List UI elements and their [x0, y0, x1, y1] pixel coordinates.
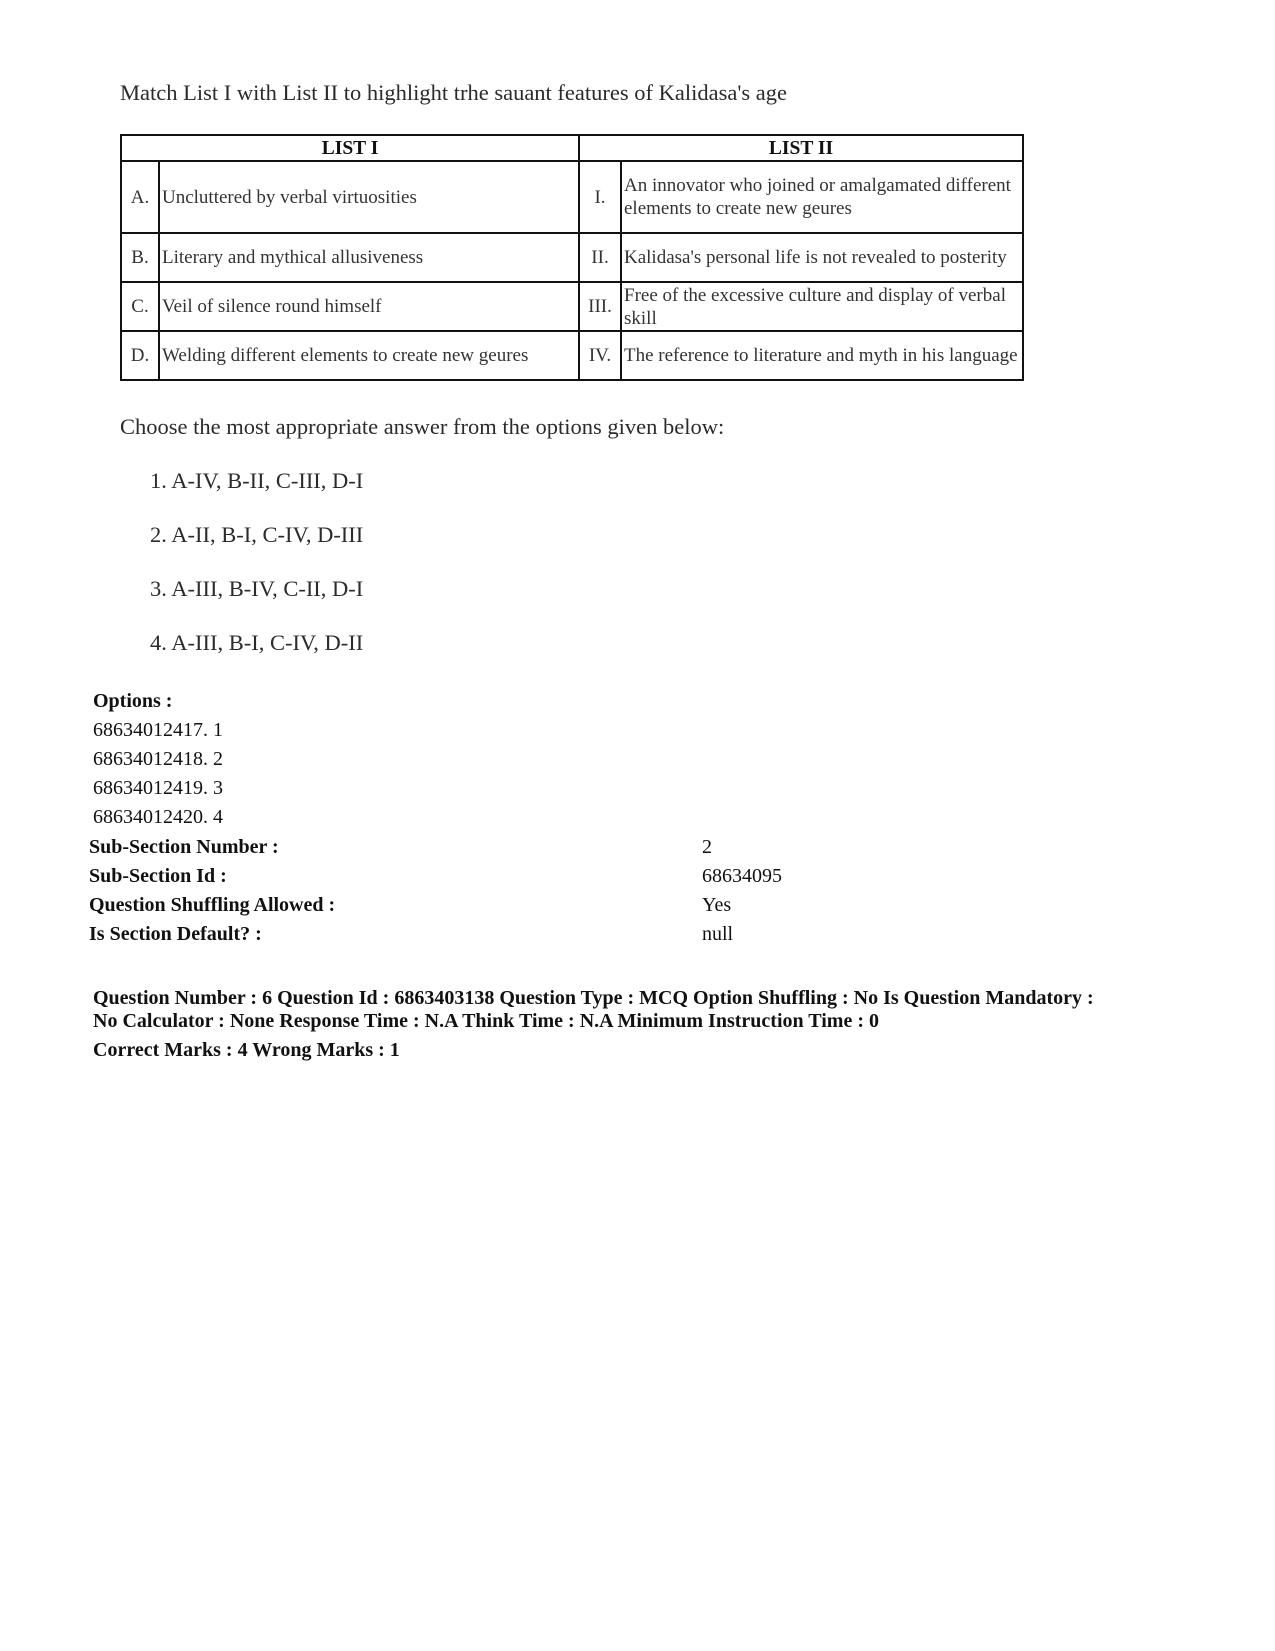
row-label: A. — [121, 161, 159, 233]
subsection-id-label: Sub-Section Id : — [89, 865, 227, 887]
option-item: 68634012417. 1 — [93, 719, 223, 741]
question-shuffling-label: Question Shuffling Allowed : — [89, 894, 336, 916]
table-row — [121, 233, 1023, 282]
section-default-label: Is Section Default? : — [89, 923, 262, 945]
list2-header: LIST II — [579, 135, 1023, 161]
answer-choice-2: 2. A-II, B-I, C-IV, D-III — [150, 522, 364, 547]
table-row — [121, 331, 1023, 380]
answer-choice-1: 1. A-IV, B-II, C-III, D-I — [150, 468, 364, 493]
table-row — [121, 282, 1023, 331]
list1-header: LIST I — [121, 135, 579, 161]
list1-item: Literary and mythical allusiveness — [159, 233, 579, 282]
roman-numeral: II. — [579, 233, 621, 282]
answer-choice-4: 4. A-III, B-I, C-IV, D-II — [150, 630, 364, 655]
options-label: Options : — [93, 690, 173, 712]
list2-item: Free of the excessive culture and display of verbal skill — [621, 282, 1023, 331]
option-item: 68634012419. 3 — [93, 777, 223, 799]
list2-item: The reference to literature and myth in his language — [621, 331, 1023, 380]
question-meta-line-2: No Calculator : None Response Time : N.A Think Time : N.A Minimum Instruction Time : 0 — [93, 1010, 879, 1032]
answer-choice-3: 3. A-III, B-IV, C-II, D-I — [150, 576, 364, 601]
roman-numeral: III. — [579, 282, 621, 331]
list1-item: Uncluttered by verbal virtuosities — [159, 161, 579, 233]
option-item: 68634012418. 2 — [93, 748, 223, 770]
question-text: Match List I with List II to highlight trhe sauant features of Kalidasa's age — [120, 80, 788, 105]
table-row — [121, 161, 1023, 233]
option-item: 68634012420. 4 — [93, 806, 223, 828]
section-default-value: null — [702, 923, 734, 945]
question-meta-line-1: Question Number : 6 Question Id : 6863403138 Question Type : MCQ Option Shuffling : No Is Question Mandatory : — [93, 987, 1094, 1009]
question-shuffling-value: Yes — [702, 894, 732, 916]
match-table — [120, 134, 1024, 381]
choose-instruction: Choose the most appropriate answer from the options given below: — [120, 414, 725, 439]
row-label: C. — [121, 282, 159, 331]
list1-item: Welding different elements to create new geures — [159, 331, 579, 380]
roman-numeral: IV. — [579, 331, 621, 380]
subsection-number-value: 2 — [702, 836, 712, 858]
row-label: B. — [121, 233, 159, 282]
list2-item: An innovator who joined or amalgamated different elements to create new geures — [621, 161, 1023, 233]
list1-item: Veil of silence round himself — [159, 282, 579, 331]
subsection-id-value: 68634095 — [702, 865, 782, 887]
list2-item: Kalidasa's personal life is not revealed to posterity — [621, 233, 1023, 282]
subsection-number-label: Sub-Section Number : — [89, 836, 279, 858]
row-label: D. — [121, 331, 159, 380]
question-marks-line: Correct Marks : 4 Wrong Marks : 1 — [93, 1039, 400, 1061]
roman-numeral: I. — [579, 161, 621, 233]
table-header-row — [121, 135, 1023, 161]
